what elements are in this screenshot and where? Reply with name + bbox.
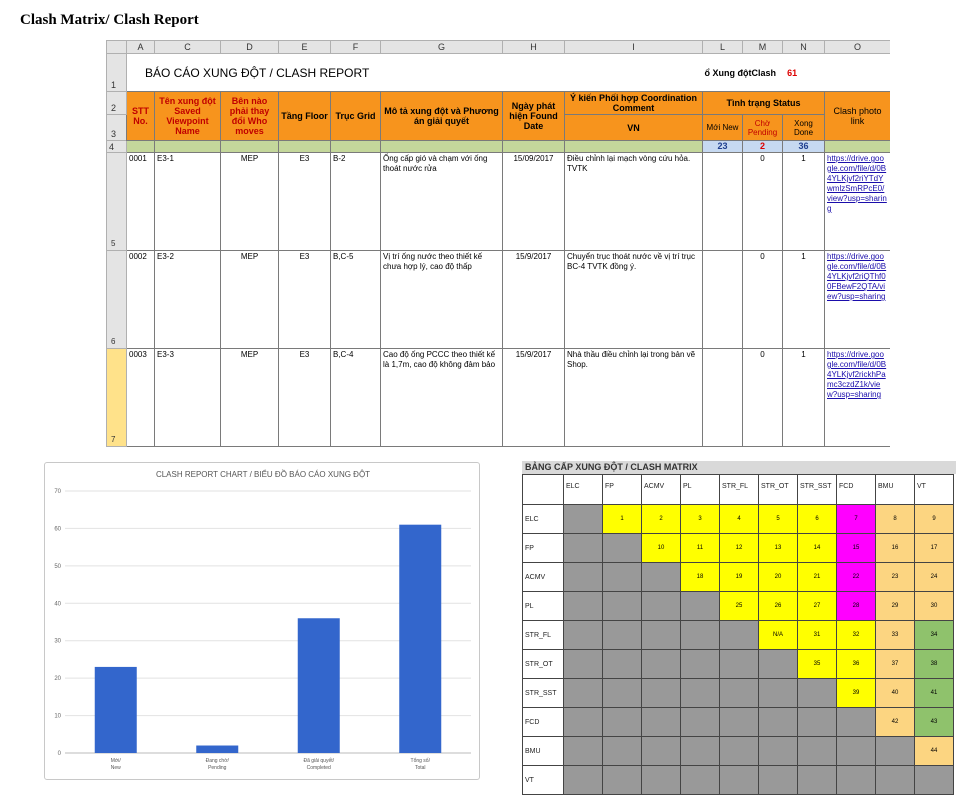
matrix-cell[interactable]: 23 [876, 563, 915, 592]
matrix-cell[interactable] [603, 650, 642, 679]
matrix-cell[interactable] [642, 679, 681, 708]
total-new[interactable]: 23 [703, 141, 743, 153]
select-all-corner[interactable] [107, 41, 127, 54]
matrix-cell[interactable] [681, 621, 720, 650]
matrix-cell[interactable]: 31 [798, 621, 837, 650]
matrix-cell[interactable] [837, 766, 876, 795]
matrix-cell[interactable]: 10 [642, 534, 681, 563]
matrix-cell[interactable] [603, 534, 642, 563]
col-header-a[interactable]: A [127, 41, 155, 54]
matrix-cell[interactable]: 40 [876, 679, 915, 708]
header-coordination[interactable]: Ý kiến Phối hợp Coordination Comment [565, 92, 703, 115]
matrix-cell[interactable]: 26 [759, 592, 798, 621]
cell-pending[interactable]: 0 [743, 349, 783, 447]
y-tick-label: 40 [54, 601, 61, 608]
cell-name[interactable]: E3-3 [155, 349, 221, 447]
matrix-cell[interactable] [720, 766, 759, 795]
matrix-cell[interactable]: 15 [837, 534, 876, 563]
matrix-row [523, 737, 954, 766]
matrix-cell[interactable]: 20 [759, 563, 798, 592]
matrix-cell[interactable] [564, 592, 603, 621]
row-header-4[interactable]: 4 [107, 141, 127, 153]
matrix-cell[interactable]: 8 [876, 505, 915, 534]
cell-floor[interactable]: E3 [279, 153, 331, 251]
x-tick-label: Completed [306, 765, 331, 771]
cell-name[interactable]: E3-2 [155, 251, 221, 349]
matrix-cell[interactable]: 44 [915, 737, 954, 766]
col-header-f[interactable]: F [331, 41, 381, 54]
matrix-cell[interactable]: 17 [915, 534, 954, 563]
cell-date[interactable]: 15/09/2017 [503, 153, 565, 251]
header-grid[interactable]: Trục Grid [331, 92, 381, 141]
header-description[interactable]: Mô tả xung đột và Phương án giải quyết [381, 92, 503, 141]
header-found-date[interactable]: Ngày phát hiện Found Date [503, 92, 565, 141]
y-tick-label: 70 [54, 489, 61, 495]
matrix-cell[interactable] [642, 563, 681, 592]
matrix-cell[interactable] [603, 679, 642, 708]
cell-description[interactable]: Cao độ ống PCCC theo thiết kế là 1,7m, cao độ không đảm bảo [381, 349, 503, 447]
matrix-cell[interactable] [681, 766, 720, 795]
matrix-cell[interactable] [642, 766, 681, 795]
matrix-cell[interactable] [798, 679, 837, 708]
cell-stt[interactable]: 0003 [127, 349, 155, 447]
y-tick-label: 60 [54, 526, 61, 533]
matrix-cell[interactable]: 16 [876, 534, 915, 563]
row-header-2[interactable]: 2 [107, 92, 127, 115]
matrix-col-label: VT [915, 475, 954, 505]
matrix-col-label: STR_SST [798, 475, 837, 505]
matrix-row [523, 534, 954, 563]
matrix-cell[interactable]: 11 [681, 534, 720, 563]
matrix-corner [523, 475, 564, 505]
matrix-row [523, 766, 954, 795]
matrix-cell[interactable]: 4 [720, 505, 759, 534]
cell-comment[interactable]: Chuyển trục thoát nước về vị trí trục BC-4 TVTK đồng ý. [565, 251, 703, 349]
matrix-cell[interactable] [876, 766, 915, 795]
matrix-cell[interactable]: 25 [720, 592, 759, 621]
chart-svg [45, 463, 481, 781]
header-saved-viewpoint[interactable]: Tên xung đột Saved Viewpoint Name [155, 92, 221, 141]
matrix-cell[interactable]: 34 [915, 621, 954, 650]
matrix-cell[interactable] [759, 679, 798, 708]
matrix-cell[interactable] [837, 737, 876, 766]
matrix-cell[interactable] [798, 708, 837, 737]
matrix-row [523, 505, 954, 534]
matrix-cell[interactable] [681, 708, 720, 737]
matrix-row [523, 679, 954, 708]
matrix-cell[interactable] [603, 563, 642, 592]
matrix-cell[interactable] [798, 766, 837, 795]
matrix-col-label: PL [681, 475, 720, 505]
matrix-cell[interactable] [564, 737, 603, 766]
matrix-cell[interactable] [603, 766, 642, 795]
page-title: Clash Matrix/ Clash Report [20, 12, 199, 28]
matrix-cell[interactable]: 5 [759, 505, 798, 534]
x-tick-label: Mới/ [110, 758, 121, 764]
matrix-cell[interactable]: 14 [798, 534, 837, 563]
cell-done[interactable]: 1 [783, 251, 825, 349]
cell-description[interactable]: Vị trí ống nước theo thiết kế chưa hợp lý, cao độ thấp [381, 251, 503, 349]
matrix-cell[interactable] [603, 708, 642, 737]
table-row [107, 349, 891, 447]
matrix-cell[interactable]: 9 [915, 505, 954, 534]
sheet-row-4 [107, 141, 891, 153]
matrix-cell[interactable] [759, 766, 798, 795]
header-status[interactable]: Tình trạng Status [703, 92, 825, 115]
cell-date[interactable]: 15/9/2017 [503, 251, 565, 349]
matrix-cell[interactable]: 29 [876, 592, 915, 621]
bar[interactable] [95, 667, 137, 753]
row-header-1[interactable]: 1 [107, 54, 127, 92]
matrix-cell[interactable] [642, 737, 681, 766]
matrix-cell[interactable] [564, 621, 603, 650]
matrix-cell[interactable] [681, 650, 720, 679]
x-tick-label: Total [414, 765, 426, 771]
matrix-cell[interactable] [603, 621, 642, 650]
cell-new[interactable] [703, 349, 743, 447]
matrix-col-label: FCD [837, 475, 876, 505]
cell-stt[interactable]: 0002 [127, 251, 155, 349]
col-header-e[interactable]: E [279, 41, 331, 54]
table-row [107, 251, 891, 349]
matrix-cell[interactable]: 43 [915, 708, 954, 737]
matrix-cell[interactable] [564, 505, 603, 534]
matrix-row [523, 592, 954, 621]
col-header-h[interactable]: H [503, 41, 565, 54]
matrix-cell[interactable] [564, 534, 603, 563]
cell-grid[interactable]: B,C-5 [331, 251, 381, 349]
y-tick-label: 50 [54, 563, 61, 570]
matrix-cell[interactable]: 39 [837, 679, 876, 708]
matrix-cell[interactable] [759, 708, 798, 737]
matrix-cell[interactable] [564, 766, 603, 795]
header-floor[interactable]: Tầng Floor [279, 92, 331, 141]
total-clash-value: 61 [787, 67, 798, 78]
col-header-d[interactable]: D [221, 41, 279, 54]
x-tick-label: New [110, 765, 121, 771]
header-new[interactable]: Mới New [703, 115, 743, 141]
matrix-cell[interactable] [642, 592, 681, 621]
matrix-cell[interactable] [642, 621, 681, 650]
matrix-row [523, 708, 954, 737]
row-header-5[interactable]: 5 [107, 153, 127, 251]
matrix-cell[interactable] [759, 737, 798, 766]
table-row [107, 153, 891, 251]
matrix-cell[interactable]: 37 [876, 650, 915, 679]
matrix-cell[interactable] [564, 563, 603, 592]
matrix-cell[interactable]: 2 [642, 505, 681, 534]
chart-title: CLASH REPORT CHART / BIỂU ĐỒ BÁO CÁO XUNG ĐỘT [155, 470, 371, 479]
matrix-row-label: VT [523, 766, 564, 795]
cell-done[interactable]: 1 [783, 153, 825, 251]
cell-new[interactable] [703, 251, 743, 349]
matrix-row-label: FCD [523, 708, 564, 737]
matrix-row-label: ACMV [523, 563, 564, 592]
header-photo-link[interactable]: Clash photo link [825, 92, 891, 141]
matrix-col-label: BMU [876, 475, 915, 505]
matrix-row-label: ELC [523, 505, 564, 534]
x-tick-label: Đã giải quyết/ [303, 758, 335, 764]
cell-description[interactable]: Ống cấp gió và chạm với ống thoát nước rửa [381, 153, 503, 251]
column-header-row [107, 41, 891, 54]
header-stt[interactable]: STT No. [127, 92, 155, 141]
matrix-cell[interactable]: 36 [837, 650, 876, 679]
matrix-cell[interactable]: 12 [720, 534, 759, 563]
y-tick-label: 10 [54, 713, 61, 720]
row-header-6[interactable]: 6 [107, 251, 127, 349]
matrix-cell[interactable]: 7 [837, 505, 876, 534]
col-header-o[interactable]: O [825, 41, 891, 54]
matrix-col-label: FP [603, 475, 642, 505]
matrix-cell[interactable]: 6 [798, 505, 837, 534]
matrix-cell[interactable]: 18 [681, 563, 720, 592]
matrix-cell[interactable]: 35 [798, 650, 837, 679]
col-header-i[interactable]: I [565, 41, 703, 54]
matrix-cell[interactable]: N/A [759, 621, 798, 650]
matrix-cell[interactable]: 19 [720, 563, 759, 592]
sheet-row-1 [107, 54, 891, 92]
matrix-cell[interactable]: 28 [837, 592, 876, 621]
col-header-c[interactable]: C [155, 41, 221, 54]
total-pending[interactable]: 2 [743, 141, 783, 153]
matrix-row [523, 563, 954, 592]
matrix-cell[interactable] [564, 708, 603, 737]
y-tick-label: 20 [54, 676, 61, 683]
matrix-row-label: FP [523, 534, 564, 563]
matrix-cell[interactable] [681, 679, 720, 708]
matrix-cell[interactable]: 33 [876, 621, 915, 650]
matrix-cell[interactable]: 41 [915, 679, 954, 708]
matrix-col-label: STR_OT [759, 475, 798, 505]
cell-comment[interactable]: Nhà thầu điều chỉnh lại trong bản vẽ Shop. [565, 349, 703, 447]
matrix-cell[interactable]: 38 [915, 650, 954, 679]
col-header-g[interactable]: G [381, 41, 503, 54]
matrix-row [523, 650, 954, 679]
bar[interactable] [399, 525, 441, 753]
total-done[interactable]: 36 [783, 141, 825, 153]
matrix-cell[interactable] [603, 737, 642, 766]
y-tick-label: 0 [57, 751, 61, 757]
matrix-cell[interactable] [720, 679, 759, 708]
matrix-cell[interactable] [681, 592, 720, 621]
matrix-cell[interactable]: 24 [915, 563, 954, 592]
matrix-cell[interactable]: 1 [603, 505, 642, 534]
matrix-row-label: STR_OT [523, 650, 564, 679]
cell-grid[interactable]: B,C-4 [331, 349, 381, 447]
matrix-cell[interactable]: 30 [915, 592, 954, 621]
cell-comment[interactable]: Điều chỉnh lại mạch vòng cứu hỏa. TVTK [565, 153, 703, 251]
cell-floor[interactable]: E3 [279, 349, 331, 447]
matrix-header-row [523, 475, 954, 505]
matrix-cell[interactable] [720, 650, 759, 679]
matrix-title: BẢNG CẤP XUNG ĐỘT / CLASH MATRIX [522, 461, 956, 474]
cell-pending[interactable]: 0 [743, 153, 783, 251]
clash-report-sheet [106, 40, 890, 450]
matrix-cell[interactable] [564, 650, 603, 679]
cell-name[interactable]: E3-1 [155, 153, 221, 251]
matrix-cell[interactable]: 32 [837, 621, 876, 650]
cell-who[interactable]: MEP [221, 153, 279, 251]
clash-matrix [522, 474, 954, 795]
matrix-cell[interactable] [720, 621, 759, 650]
sheet-row-2 [107, 92, 891, 115]
cell-who[interactable]: MEP [221, 251, 279, 349]
matrix-col-label: STR_FL [720, 475, 759, 505]
bar[interactable] [196, 746, 238, 753]
total-clash-label: ổ Xung độtClash [704, 67, 776, 78]
cell-date[interactable]: 15/9/2017 [503, 349, 565, 447]
x-tick-label: Tổng số/ [410, 758, 430, 764]
col-header-l[interactable]: L [703, 41, 743, 54]
matrix-cell[interactable] [642, 650, 681, 679]
matrix-col-label: ACMV [642, 475, 681, 505]
photo-link[interactable]: https://drive.google.com/file/d/0B4YLKjvf2rickhPamc3czdZ1k/view?usp=sharing [825, 349, 891, 447]
col-header-m[interactable]: M [743, 41, 783, 54]
cell-stt[interactable]: 0001 [127, 153, 155, 251]
matrix-cell[interactable] [603, 592, 642, 621]
matrix-cell[interactable] [681, 737, 720, 766]
y-tick-label: 30 [54, 638, 61, 645]
matrix-cell[interactable]: 42 [876, 708, 915, 737]
matrix-row-label: STR_SST [523, 679, 564, 708]
matrix-cell[interactable]: 13 [759, 534, 798, 563]
x-tick-label: Pending [208, 765, 227, 771]
matrix-cell[interactable] [564, 679, 603, 708]
matrix-row-label: BMU [523, 737, 564, 766]
col-header-n[interactable]: N [783, 41, 825, 54]
matrix-cell[interactable] [720, 708, 759, 737]
row-header-7[interactable]: 7 [107, 349, 127, 447]
report-title: BÁO CÁO XUNG ĐỘT / CLASH REPORT [145, 65, 370, 80]
matrix-cell[interactable]: 27 [798, 592, 837, 621]
matrix-cell[interactable] [759, 650, 798, 679]
matrix-row [523, 621, 954, 650]
cell-who[interactable]: MEP [221, 349, 279, 447]
cell-new[interactable] [703, 153, 743, 251]
clash-report-chart [44, 462, 480, 780]
matrix-cell[interactable] [642, 708, 681, 737]
matrix-cell[interactable]: 22 [837, 563, 876, 592]
matrix-cell[interactable] [720, 737, 759, 766]
matrix-row-label: PL [523, 592, 564, 621]
cell-pending[interactable]: 0 [743, 251, 783, 349]
matrix-row-label: STR_FL [523, 621, 564, 650]
matrix-cell[interactable] [876, 737, 915, 766]
photo-link[interactable]: https://drive.google.com/file/d/0B4YLKjvf2riYTdYwmlzSmRPcE0/view?usp=sharing [825, 153, 891, 251]
matrix-col-label: ELC [564, 475, 603, 505]
header-pending[interactable]: Chờ Pending [743, 115, 783, 141]
bar[interactable] [298, 618, 340, 753]
header-done[interactable]: Xong Done [783, 115, 825, 141]
matrix-cell[interactable] [837, 708, 876, 737]
cell-grid[interactable]: B-2 [331, 153, 381, 251]
matrix-cell[interactable] [915, 766, 954, 795]
header-vn[interactable]: VN [565, 115, 703, 141]
cell-floor[interactable]: E3 [279, 251, 331, 349]
matrix-cell[interactable]: 3 [681, 505, 720, 534]
x-tick-label: Đang chờ/ [205, 758, 229, 764]
photo-link[interactable]: https://drive.google.com/file/d/0B4YLKjvf2riQThf00FBewF2QTA/view?usp=sharing [825, 251, 891, 349]
row-header-3[interactable]: 3 [107, 115, 127, 141]
header-who-moves[interactable]: Bên nào phải thay đổi Who moves [221, 92, 279, 141]
matrix-cell[interactable]: 21 [798, 563, 837, 592]
cell-done[interactable]: 1 [783, 349, 825, 447]
matrix-cell[interactable] [798, 737, 837, 766]
